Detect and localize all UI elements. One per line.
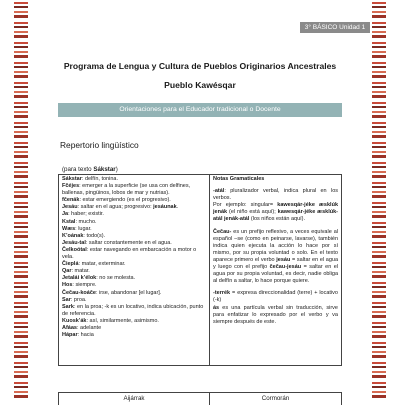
bottom-table-row <box>58 392 342 405</box>
vocab-definition: : irse, abandonar [el lugar]. <box>95 289 162 296</box>
vocab-definition: : no se molesta. <box>96 275 136 282</box>
note-text: : pluralizador verbal, indica plural en los verbos. <box>213 188 338 202</box>
vocab-term: Hos <box>62 282 73 289</box>
vocab-definition: : proa. <box>70 296 87 303</box>
grammar-notes-column <box>210 175 341 365</box>
vocab-definition: : hacia <box>77 332 94 339</box>
vocab-term: Fčéjes <box>62 183 80 190</box>
section-title: Repertorio lingüístico <box>60 140 139 150</box>
note-suffix: ) <box>115 166 118 173</box>
vocab-entry <box>62 197 206 204</box>
vocab-term: Sark <box>62 303 74 310</box>
vocab-term: Jesáu-tal <box>62 239 86 246</box>
note-example-plural: kawesqár-jéke æsklúk-atál jenák-atál <box>213 209 338 223</box>
vocab-definition: : matar. <box>71 268 90 275</box>
vocab-entry <box>62 268 206 275</box>
vocab-entry <box>62 318 206 325</box>
note-text: (el niño está aquí); <box>227 209 278 216</box>
vocab-definition: : lugar. <box>75 225 92 232</box>
note-reflexive <box>213 229 338 286</box>
note-term: Čečau- <box>213 228 232 235</box>
note-text: = saltar en el agua y luego con el prefijo <box>213 256 339 271</box>
vocab-term: Sar <box>62 296 71 303</box>
notes-heading-text: Notas Gramaticales <box>213 176 265 182</box>
vocab-term: fčenák <box>62 197 80 204</box>
note-term: -terrék <box>213 290 231 297</box>
vocab-term: Hápar <box>62 332 78 339</box>
vocab-definition: : siempre. <box>72 282 97 289</box>
vocab-term: Wæs <box>62 225 76 232</box>
vocab-definition: : estar emergiendo (es el progresivo). <box>79 197 171 204</box>
vocab-entry <box>62 219 206 226</box>
vocab-definition-end: . <box>176 204 179 211</box>
people-subtitle: Pueblo Kawésqar <box>164 80 236 90</box>
vocab-entry <box>62 304 206 318</box>
vocab-entry <box>62 332 206 339</box>
note-term: jesáu <box>276 256 291 263</box>
note-text-name: Sákstar <box>93 166 116 173</box>
notes-heading <box>213 176 338 183</box>
vocab-definition: : mucho. <box>75 218 97 225</box>
right-decorative-border <box>372 0 386 400</box>
vocab-term: Qar <box>62 268 72 275</box>
note-text: (los niños están aquí). <box>249 216 306 223</box>
vocab-definition: : así, similarmente, asimismo. <box>86 317 159 324</box>
note-term: čečau-jesáu <box>269 264 302 271</box>
note-text: = saltar en el agua por su propia voluntad, es decir, nadie obliga al delfín a saltar, lo hace porque quiere. <box>213 264 339 285</box>
vocab-entry <box>62 275 206 282</box>
vocab-entry <box>62 211 206 218</box>
note-direction <box>213 290 338 304</box>
vocab-definition: : saltar en el agua; progresivo: <box>77 204 154 211</box>
note-term: -atál <box>213 188 225 195</box>
vocab-definition: : haber; existir. <box>68 211 104 218</box>
vocab-definition: : delfín, tonina. <box>81 176 118 182</box>
vocab-term: Kstal <box>62 218 76 225</box>
guidance-banner: Orientaciones para el Educador tradicional o Docente <box>58 103 342 117</box>
vocab-entry <box>62 183 206 197</box>
bottom-cell-term: Aijárrak <box>59 393 210 405</box>
vocab-definition: : saltar constantemente en el agua. <box>85 239 172 246</box>
vocab-term: Čelkoótal <box>62 246 87 253</box>
note-pluralizer <box>213 188 338 202</box>
vocab-definition: : adelante <box>76 324 102 331</box>
vocab-term: Čieplá <box>62 261 79 268</box>
vocab-definition: : matar, exterminar. <box>78 261 126 268</box>
vocab-term: Jesáu <box>62 204 78 211</box>
vocab-entry <box>62 261 206 268</box>
vocab-entry <box>62 176 206 183</box>
note-example <box>213 202 338 223</box>
vocab-term: Kuosk’ák <box>62 317 87 324</box>
vocab-definition: : en la proa; -k es un locativo, indica ubicación, punto de referencia. <box>62 303 204 317</box>
vocab-entry <box>62 325 206 332</box>
vocab-term: Ja <box>62 211 69 218</box>
vocab-term: K’oának <box>62 232 84 239</box>
vocab-entry <box>62 226 206 233</box>
vocab-term: Sákstar <box>62 176 82 182</box>
note-text: = expresa direccionalidad (terre) + locativo (-k) <box>213 290 338 304</box>
bottom-cell-translation: Cormorán <box>261 395 290 402</box>
vocab-definition: : emerger a la superficie (se usa con delfines, ballenas, pingüinos, lobos de mar y nutrias). <box>62 183 191 197</box>
note-text: es un prefijo reflexivo, a veces equivale al español –se (como en peinarse, lavarse), también indica quien ejecuta la acción lo hace por sí mismo, por su propia voluntad o solo. En el texto aparece primero el verbo <box>213 228 338 263</box>
note-prefix: (para texto <box>62 166 94 173</box>
vocab-entry <box>62 233 206 240</box>
note-text: es una partícula verbal sin traducción, sirve para enfatizar lo expresado por el verbo y va siempre después de este. <box>213 304 338 325</box>
vocab-entry <box>62 204 206 211</box>
note-example-singular: kawesqár-jéke æsklúk jenák <box>213 202 338 216</box>
vocab-entry <box>62 297 206 304</box>
vocab-entry <box>62 290 206 297</box>
vocab-definition: : estar navegando en embarcación a motor o vela. <box>62 246 197 261</box>
note-text: Por ejemplo: singular= <box>213 202 278 209</box>
vocabulary-table <box>58 174 342 366</box>
vocab-term: Čečau-koáče <box>62 289 96 296</box>
program-title: Programa de Lengua y Cultura de Pueblos Originarios Ancestrales <box>63 61 337 71</box>
note-term: ás <box>213 304 220 311</box>
left-decorative-border <box>14 0 28 400</box>
grade-unit-badge: 3° BÁSICO Unidad 1 <box>300 22 370 33</box>
text-reference-note <box>62 166 118 173</box>
vocabulary-column <box>59 175 210 365</box>
vocab-term: Afáas <box>62 324 77 331</box>
note-particle <box>213 305 338 326</box>
vocab-definition: : todo(s). <box>83 232 106 239</box>
vocab-entry <box>62 282 206 289</box>
vocab-entry <box>62 240 206 247</box>
vocab-term: Jetalái k’élok <box>62 275 97 282</box>
vocab-term-progressive: jesáunak <box>153 204 177 211</box>
vocab-entry <box>62 247 206 261</box>
